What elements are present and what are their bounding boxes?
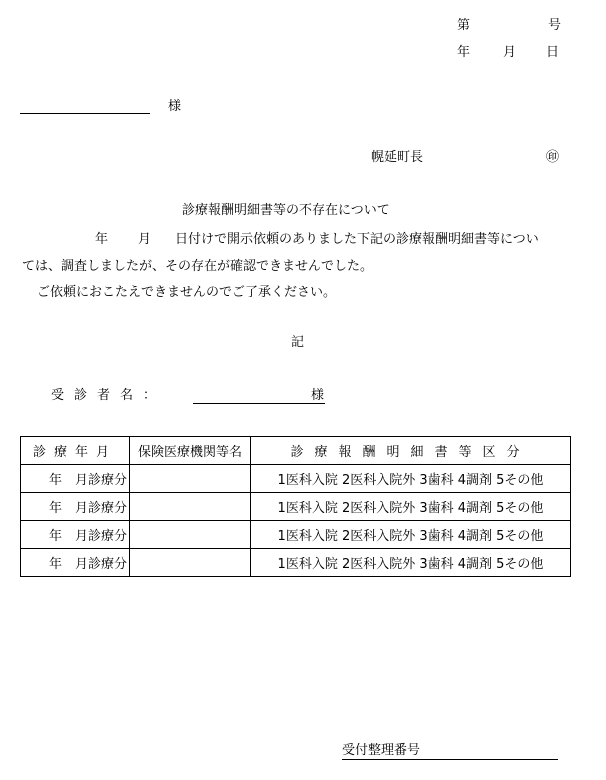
cell-category: 1医科入院 2医科入院外 3歯科 4調剤 5その他 [251, 465, 571, 493]
patient-name-label: 受診者名： [51, 388, 167, 403]
document-number-label: 第 [457, 18, 471, 33]
cell-institution [130, 493, 251, 521]
document-number-suffix: 号 [548, 18, 562, 33]
body-line-3: ご依頼におこたえできませんのでご了承ください。 [37, 285, 337, 300]
cell-institution [130, 521, 251, 549]
body-line-2: ては、調査しましたが、その存在が確認できませんでした。 [22, 259, 374, 274]
document-title: 診療報酬明細書等の不存在について [182, 203, 390, 218]
cell-period: 年 月診療分 [21, 493, 130, 521]
table-row [21, 549, 571, 577]
header-category: 診療報酬明細書等区分 [251, 437, 571, 465]
cell-category: 1医科入院 2医科入院外 3歯科 4調剤 5その他 [251, 493, 571, 521]
date-year-label: 年 [457, 45, 471, 60]
body-line-1-text: 日付けで開示依頼のありました下記の診療報酬明細書等につい [175, 232, 539, 247]
cell-period: 年 月診療分 [21, 465, 130, 493]
patient-honorific: 様 [311, 388, 325, 403]
cell-period: 年 月診療分 [21, 549, 130, 577]
recipient-honorific: 様 [168, 99, 182, 114]
body-month-label: 月 [138, 232, 152, 247]
cell-institution [130, 465, 251, 493]
claims-table [20, 436, 571, 577]
date-month-label: 月 [503, 45, 517, 60]
table-row [21, 465, 571, 493]
date-day-label: 日 [546, 45, 560, 60]
cell-institution [130, 549, 251, 577]
table-row [21, 493, 571, 521]
sender-title: 幌延町長 [371, 150, 424, 165]
body-line-1 [95, 232, 539, 248]
header-period: 診療年月 [21, 437, 130, 465]
seal-icon: ㊞ [546, 150, 560, 165]
cell-category: 1医科入院 2医科入院外 3歯科 4調剤 5その他 [251, 521, 571, 549]
reception-number-label: 受付整理番号 [342, 743, 421, 758]
cell-category: 1医科入院 2医科入院外 3歯科 4調剤 5その他 [251, 549, 571, 577]
header-institution: 保険医療機関等名 [130, 437, 251, 465]
patient-name-line [193, 403, 325, 404]
table-header-row [21, 437, 571, 465]
table-row [21, 521, 571, 549]
cell-period: 年 月診療分 [21, 521, 130, 549]
ki-heading: 記 [291, 335, 305, 350]
recipient-name-line [20, 113, 150, 114]
body-year-label: 年 [95, 232, 109, 247]
reception-number-line [342, 759, 558, 760]
